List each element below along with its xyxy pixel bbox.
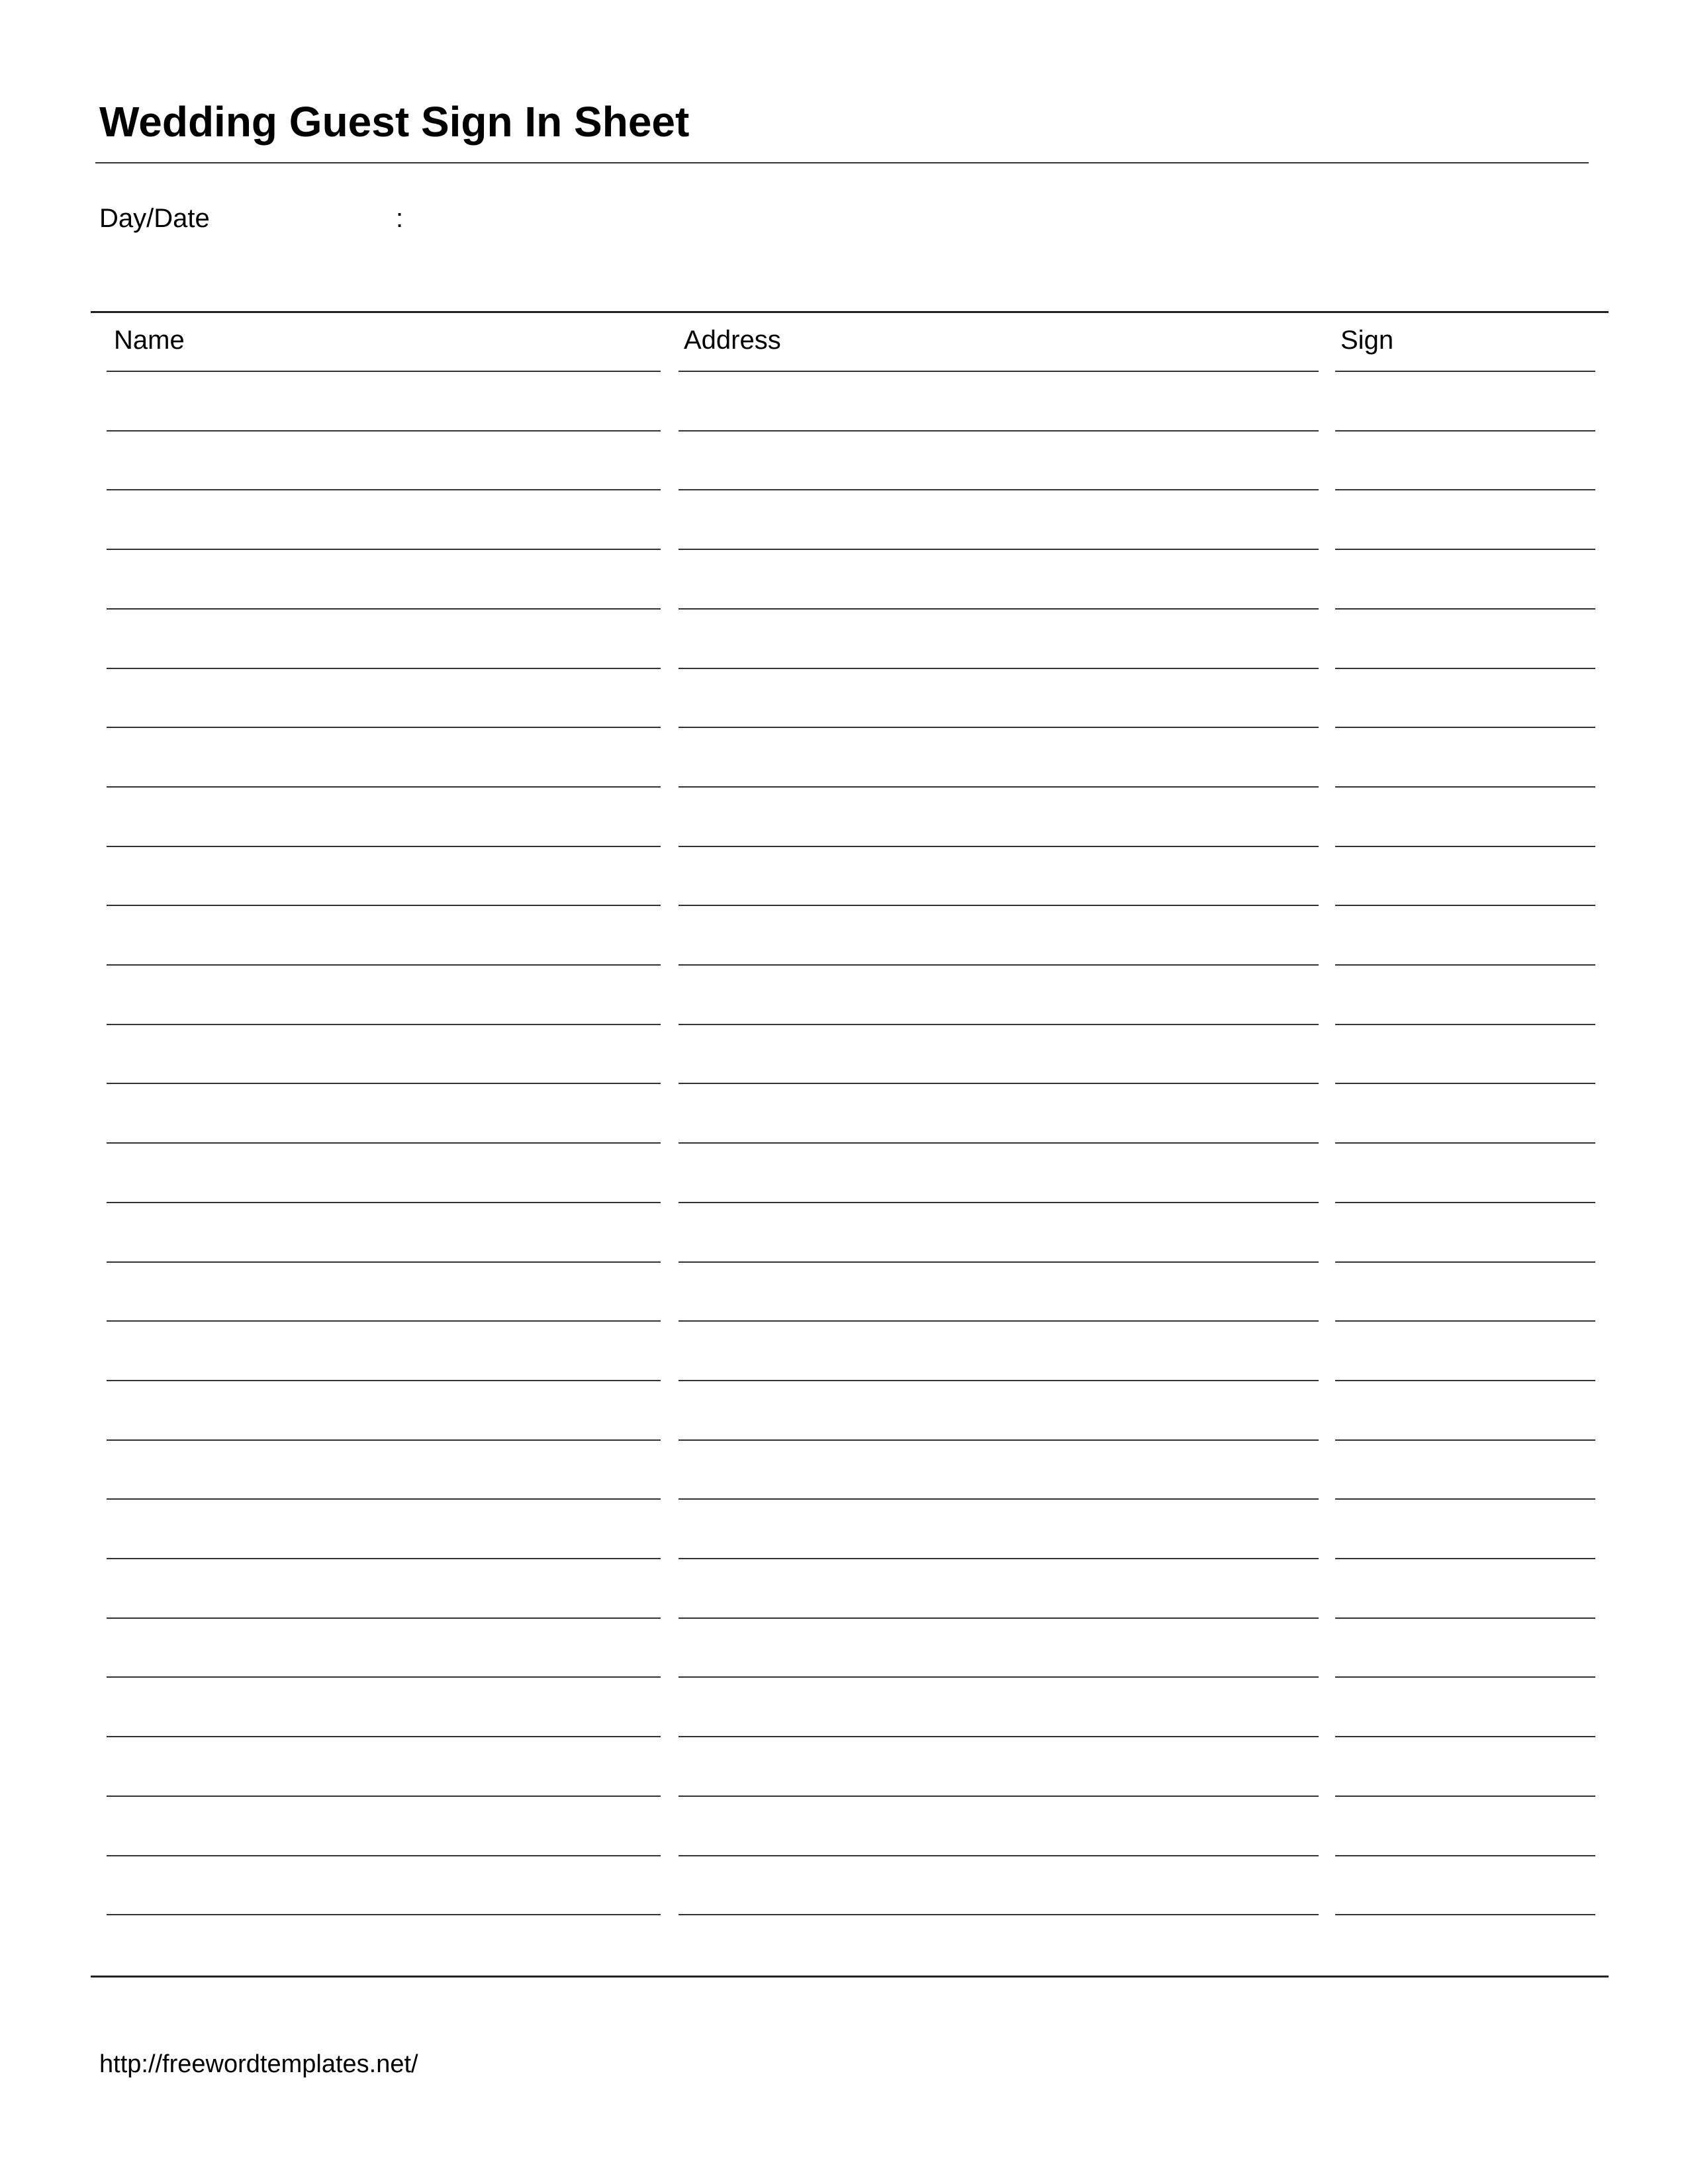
address-line[interactable]: [679, 964, 1319, 966]
name-line[interactable]: [107, 1558, 661, 1559]
address-line[interactable]: [679, 1380, 1319, 1381]
sign-line[interactable]: [1335, 1498, 1595, 1500]
sign-line[interactable]: [1335, 1796, 1595, 1797]
table-bottom-border: [91, 1976, 1609, 1978]
name-line[interactable]: [107, 786, 661, 788]
address-line[interactable]: [679, 1498, 1319, 1500]
footer-url: http://freewordtemplates.net/: [99, 2050, 418, 2078]
name-line[interactable]: [107, 1083, 661, 1084]
date-label: Day/Date: [99, 204, 210, 233]
sign-line[interactable]: [1335, 430, 1595, 432]
sign-line[interactable]: [1335, 727, 1595, 728]
address-line[interactable]: [679, 1914, 1319, 1915]
name-line[interactable]: [107, 1142, 661, 1144]
address-line[interactable]: [679, 608, 1319, 610]
name-line[interactable]: [107, 727, 661, 728]
sign-line[interactable]: [1335, 905, 1595, 906]
name-line[interactable]: [107, 1498, 661, 1500]
sign-line[interactable]: [1335, 1439, 1595, 1441]
sign-line[interactable]: [1335, 846, 1595, 847]
name-line[interactable]: [107, 1024, 661, 1025]
sign-line[interactable]: [1335, 1558, 1595, 1559]
sign-line[interactable]: [1335, 1024, 1595, 1025]
address-line[interactable]: [679, 905, 1319, 906]
name-line[interactable]: [107, 489, 661, 490]
sign-line[interactable]: [1335, 1083, 1595, 1084]
sign-line[interactable]: [1335, 1202, 1595, 1203]
name-line[interactable]: [107, 1380, 661, 1381]
name-line[interactable]: [107, 1914, 661, 1915]
address-line[interactable]: [679, 1202, 1319, 1203]
name-line[interactable]: [107, 430, 661, 432]
sign-line[interactable]: [1335, 489, 1595, 490]
name-line[interactable]: [107, 1261, 661, 1263]
name-line[interactable]: [107, 846, 661, 847]
address-line[interactable]: [679, 786, 1319, 788]
address-line[interactable]: [679, 1558, 1319, 1559]
name-line[interactable]: [107, 905, 661, 906]
address-line[interactable]: [679, 846, 1319, 847]
date-separator: :: [396, 204, 404, 233]
address-line[interactable]: [679, 1320, 1319, 1322]
name-line[interactable]: [107, 1855, 661, 1856]
sign-line[interactable]: [1335, 786, 1595, 788]
header-underline-address-line: [679, 371, 1319, 372]
sign-line[interactable]: [1335, 1914, 1595, 1915]
address-line[interactable]: [679, 1676, 1319, 1678]
sign-line[interactable]: [1335, 1320, 1595, 1322]
page-title: Wedding Guest Sign In Sheet: [99, 98, 690, 146]
column-header-address: Address: [684, 326, 781, 355]
address-line[interactable]: [679, 1796, 1319, 1797]
name-line[interactable]: [107, 1320, 661, 1322]
address-line[interactable]: [679, 1024, 1319, 1025]
column-header-sign: Sign: [1340, 326, 1394, 355]
address-line[interactable]: [679, 727, 1319, 728]
header-underline-name-line: [107, 371, 661, 372]
sign-line[interactable]: [1335, 1380, 1595, 1381]
sign-line[interactable]: [1335, 1736, 1595, 1737]
address-line[interactable]: [679, 1261, 1319, 1263]
name-line[interactable]: [107, 1676, 661, 1678]
name-line[interactable]: [107, 668, 661, 669]
address-line[interactable]: [679, 549, 1319, 550]
address-line[interactable]: [679, 1736, 1319, 1737]
sign-line[interactable]: [1335, 1617, 1595, 1619]
sign-line[interactable]: [1335, 608, 1595, 610]
header-underline-sign-line: [1335, 371, 1595, 372]
name-line[interactable]: [107, 1617, 661, 1619]
name-line[interactable]: [107, 1796, 661, 1797]
address-line[interactable]: [679, 1617, 1319, 1619]
address-line[interactable]: [679, 1142, 1319, 1144]
name-line[interactable]: [107, 549, 661, 550]
address-line[interactable]: [679, 430, 1319, 432]
name-line[interactable]: [107, 608, 661, 610]
column-header-name: Name: [114, 326, 185, 355]
address-line[interactable]: [679, 668, 1319, 669]
sign-line[interactable]: [1335, 1261, 1595, 1263]
address-line[interactable]: [679, 1855, 1319, 1856]
sign-line[interactable]: [1335, 549, 1595, 550]
sign-line[interactable]: [1335, 964, 1595, 966]
sign-line[interactable]: [1335, 1142, 1595, 1144]
name-line[interactable]: [107, 964, 661, 966]
address-line[interactable]: [679, 1439, 1319, 1441]
name-line[interactable]: [107, 1202, 661, 1203]
address-line[interactable]: [679, 1083, 1319, 1084]
name-line[interactable]: [107, 1736, 661, 1737]
sign-line[interactable]: [1335, 1676, 1595, 1678]
address-line[interactable]: [679, 489, 1319, 490]
sign-line[interactable]: [1335, 1855, 1595, 1856]
name-line[interactable]: [107, 1439, 661, 1441]
sign-line[interactable]: [1335, 668, 1595, 669]
